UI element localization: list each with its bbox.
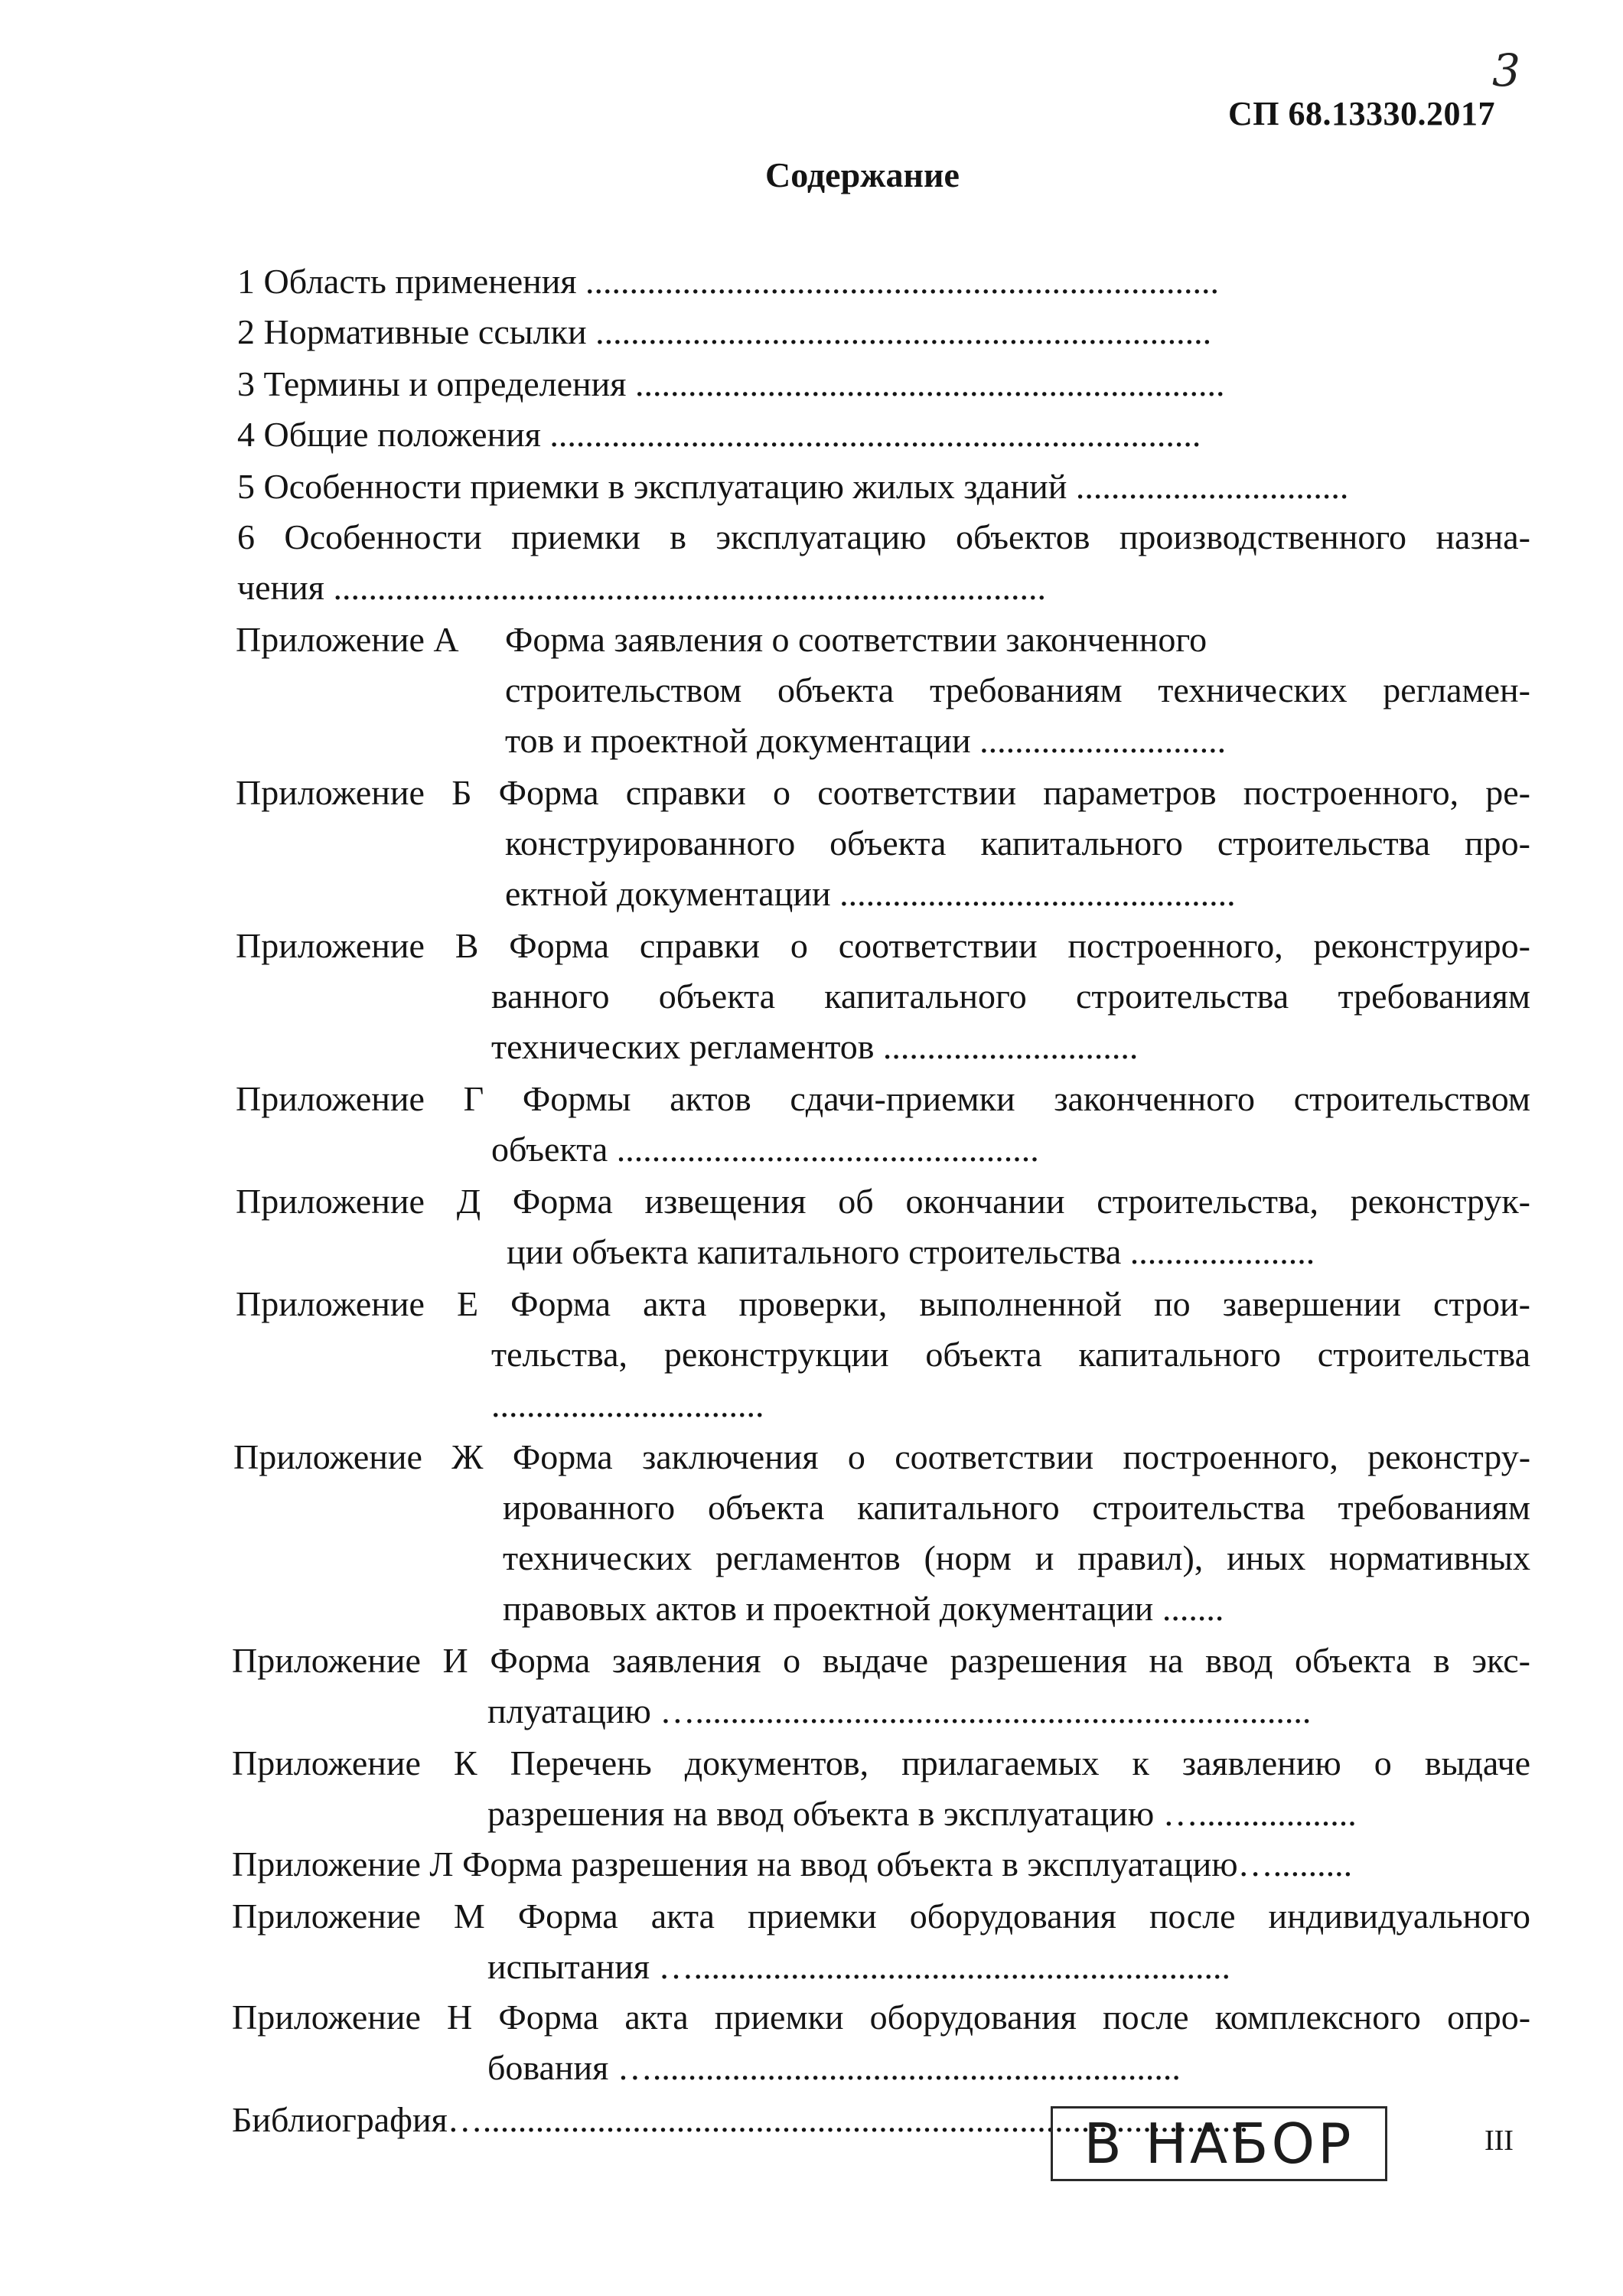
entry-line: 6 Особенности приемки в эксплуатацию объектов производственного назна-: [237, 517, 1530, 556]
entry-line-text: технических регламентов: [491, 1027, 875, 1066]
entry-line: [503, 1584, 1224, 1633]
entry-line-text: испытания: [487, 1947, 650, 1986]
entry-line: [507, 1228, 1315, 1277]
toc-appendix-l[interactable]: [232, 1840, 1352, 1889]
entry-line-text: ции объекта капитального строительства: [507, 1232, 1122, 1271]
toc-entry-5[interactable]: [237, 462, 1348, 511]
entry-line: [236, 1177, 1530, 1226]
entry-line-text: Форма извещения об окончании строительства, реконструк-: [512, 1182, 1530, 1221]
appendix-label: Приложение А: [236, 620, 459, 659]
entry-line-text: Форма заявления о выдаче разрешения на ввод объекта в экс-: [490, 1641, 1530, 1680]
entry-line-text: Формы актов сдачи-приемки законченного строительством: [522, 1079, 1531, 1118]
entry-line-text: тов и проектной документации: [505, 721, 971, 760]
toc-entry-label: Приложение Л Форма разрешения на ввод объекта в эксплуатацию: [232, 1844, 1238, 1883]
entry-line: [236, 768, 1530, 817]
toc-entry-label: 1 Область применения: [237, 262, 577, 301]
entry-line: [236, 1280, 1530, 1329]
entry-line: [491, 1125, 1039, 1174]
leader-dots: .......: [1162, 1589, 1224, 1628]
stamp-text: В НАБОР: [1084, 2112, 1354, 2176]
entry-line: [232, 1993, 1530, 2042]
entry-line: [487, 1789, 1357, 1838]
entry-line: [232, 1892, 1530, 1941]
handwritten-page-number: 3: [1492, 44, 1520, 96]
appendix-label: Приложение К: [232, 1743, 477, 1782]
entry-line: [232, 1739, 1530, 1788]
entry-line: [236, 1075, 1530, 1124]
entry-line-text: правовых актов и проектной документации: [503, 1589, 1154, 1628]
leader-dots: ...................................................................: [634, 364, 1225, 403]
leader-dots: .................................................................................: [333, 568, 1046, 607]
entry-line: ванного объекта капитального строительства требованиям: [491, 977, 1530, 1016]
entry-line: [237, 563, 1046, 612]
leader-dots: ...............................: [1075, 467, 1349, 506]
appendix-label: Приложение М: [232, 1896, 485, 1936]
leader-dots: …..................: [1162, 1794, 1357, 1833]
leader-dots: .............................................: [839, 874, 1236, 913]
appendix-label: Приложение В: [236, 926, 479, 965]
leader-dots: ......................................................................: [595, 312, 1212, 351]
toc-entry-label: 2 Нормативные ссылки: [237, 312, 587, 351]
entry-line-text: ектной документации: [505, 874, 831, 913]
toc-entry-label: 3 Термины и определения: [237, 364, 627, 403]
entry-line-text: Форма акта проверки, выполненной по завершении строи-: [510, 1284, 1530, 1323]
page-title: Содержание: [765, 155, 960, 194]
leader-dots: …......................................................................: [660, 1691, 1312, 1730]
toc-entry-2[interactable]: [237, 308, 1211, 357]
entry-line-text: Форма заключения о соответствии построенного, реконстру-: [512, 1437, 1531, 1476]
appendix-label: Приложение И: [232, 1641, 468, 1680]
entry-line: технических регламентов (норм и правил), иных нормативных: [503, 1538, 1530, 1577]
toc-entry-label: 5 Особенности приемки в эксплуатацию жилых зданий: [237, 467, 1067, 506]
entry-line: [505, 716, 1226, 765]
leader-dots: ….........: [1237, 1844, 1353, 1883]
toc-entry-label: 4 Общие положения: [237, 415, 541, 454]
entry-line: [232, 1636, 1530, 1685]
entry-line: [487, 2043, 1181, 2092]
appendix-label: Приложение Г: [236, 1079, 484, 1118]
entry-line-text: объекта: [491, 1130, 608, 1169]
leader-dots: …............................................................: [617, 2048, 1181, 2087]
leader-dots: ..........................................................................: [549, 415, 1201, 454]
stamp-box: [1051, 2106, 1387, 2181]
entry-line-text: чения: [237, 568, 324, 607]
leader-dots: ….......................................................................................: [447, 2100, 1249, 2139]
entry-line: строительством объекта требованиям технических регламен-: [505, 670, 1530, 709]
entry-line-text: разрешения на ввод объекта в эксплуатацию: [487, 1794, 1155, 1833]
document-code: СП 68.13330.2017: [1228, 95, 1495, 132]
toc-entry-3[interactable]: [237, 360, 1224, 409]
entry-line: [236, 921, 1530, 970]
leader-dots: .............................: [882, 1027, 1139, 1066]
appendix-label: Приложение Ж: [233, 1437, 484, 1476]
appendix-label: Приложение Н: [232, 1998, 473, 2037]
entry-line: [505, 869, 1236, 918]
entry-line: тельства, реконструкции объекта капитального строительства: [491, 1335, 1530, 1374]
entry-line: [233, 1433, 1530, 1482]
leader-dots: ................................................: [616, 1130, 1039, 1169]
entry-line-text: плуатацию: [487, 1691, 651, 1730]
leader-dots: ...............................: [491, 1385, 764, 1424]
entry-line: конструированного объекта капитального строительства про-: [505, 823, 1530, 863]
entry-line-text: Форма акта приемки оборудования после комплексного опро-: [498, 1998, 1531, 2037]
page-number: III: [1484, 2125, 1514, 2157]
entry-line-text: Форма справки о соответствии построенного, реконструиро-: [509, 926, 1531, 965]
appendix-label: Приложение Е: [236, 1284, 479, 1323]
leader-dots: .....................: [1129, 1232, 1315, 1271]
entry-line-text: Форма акта приемки оборудования после индивидуального: [517, 1896, 1530, 1936]
entry-line-text: Перечень документов, прилагаемых к заявлению о выдаче: [510, 1743, 1530, 1782]
entry-line-text: Форма справки о соответствии параметров построенного, ре-: [498, 773, 1531, 812]
entry-line: Форма заявления о соответствии законченного: [505, 620, 1207, 659]
leader-dots: ............................: [979, 721, 1227, 760]
toc-entry-4[interactable]: [237, 410, 1201, 459]
entry-line: [487, 1942, 1230, 1991]
entry-line-text: бования: [487, 2048, 609, 2087]
entry-line: [487, 1687, 1311, 1736]
leader-dots: ….............................................................: [658, 1947, 1231, 1986]
leader-dots: ........................................................................: [585, 262, 1220, 301]
toc-entry-1[interactable]: [237, 257, 1219, 306]
toc-entry-label: Библиография: [232, 2100, 448, 2139]
appendix-label: Приложение Д: [236, 1182, 481, 1221]
entry-line: [491, 1022, 1138, 1071]
appendix-label: Приложение Б: [236, 773, 472, 812]
entry-line: ированного объекта капитального строительства требованиям: [503, 1488, 1530, 1527]
